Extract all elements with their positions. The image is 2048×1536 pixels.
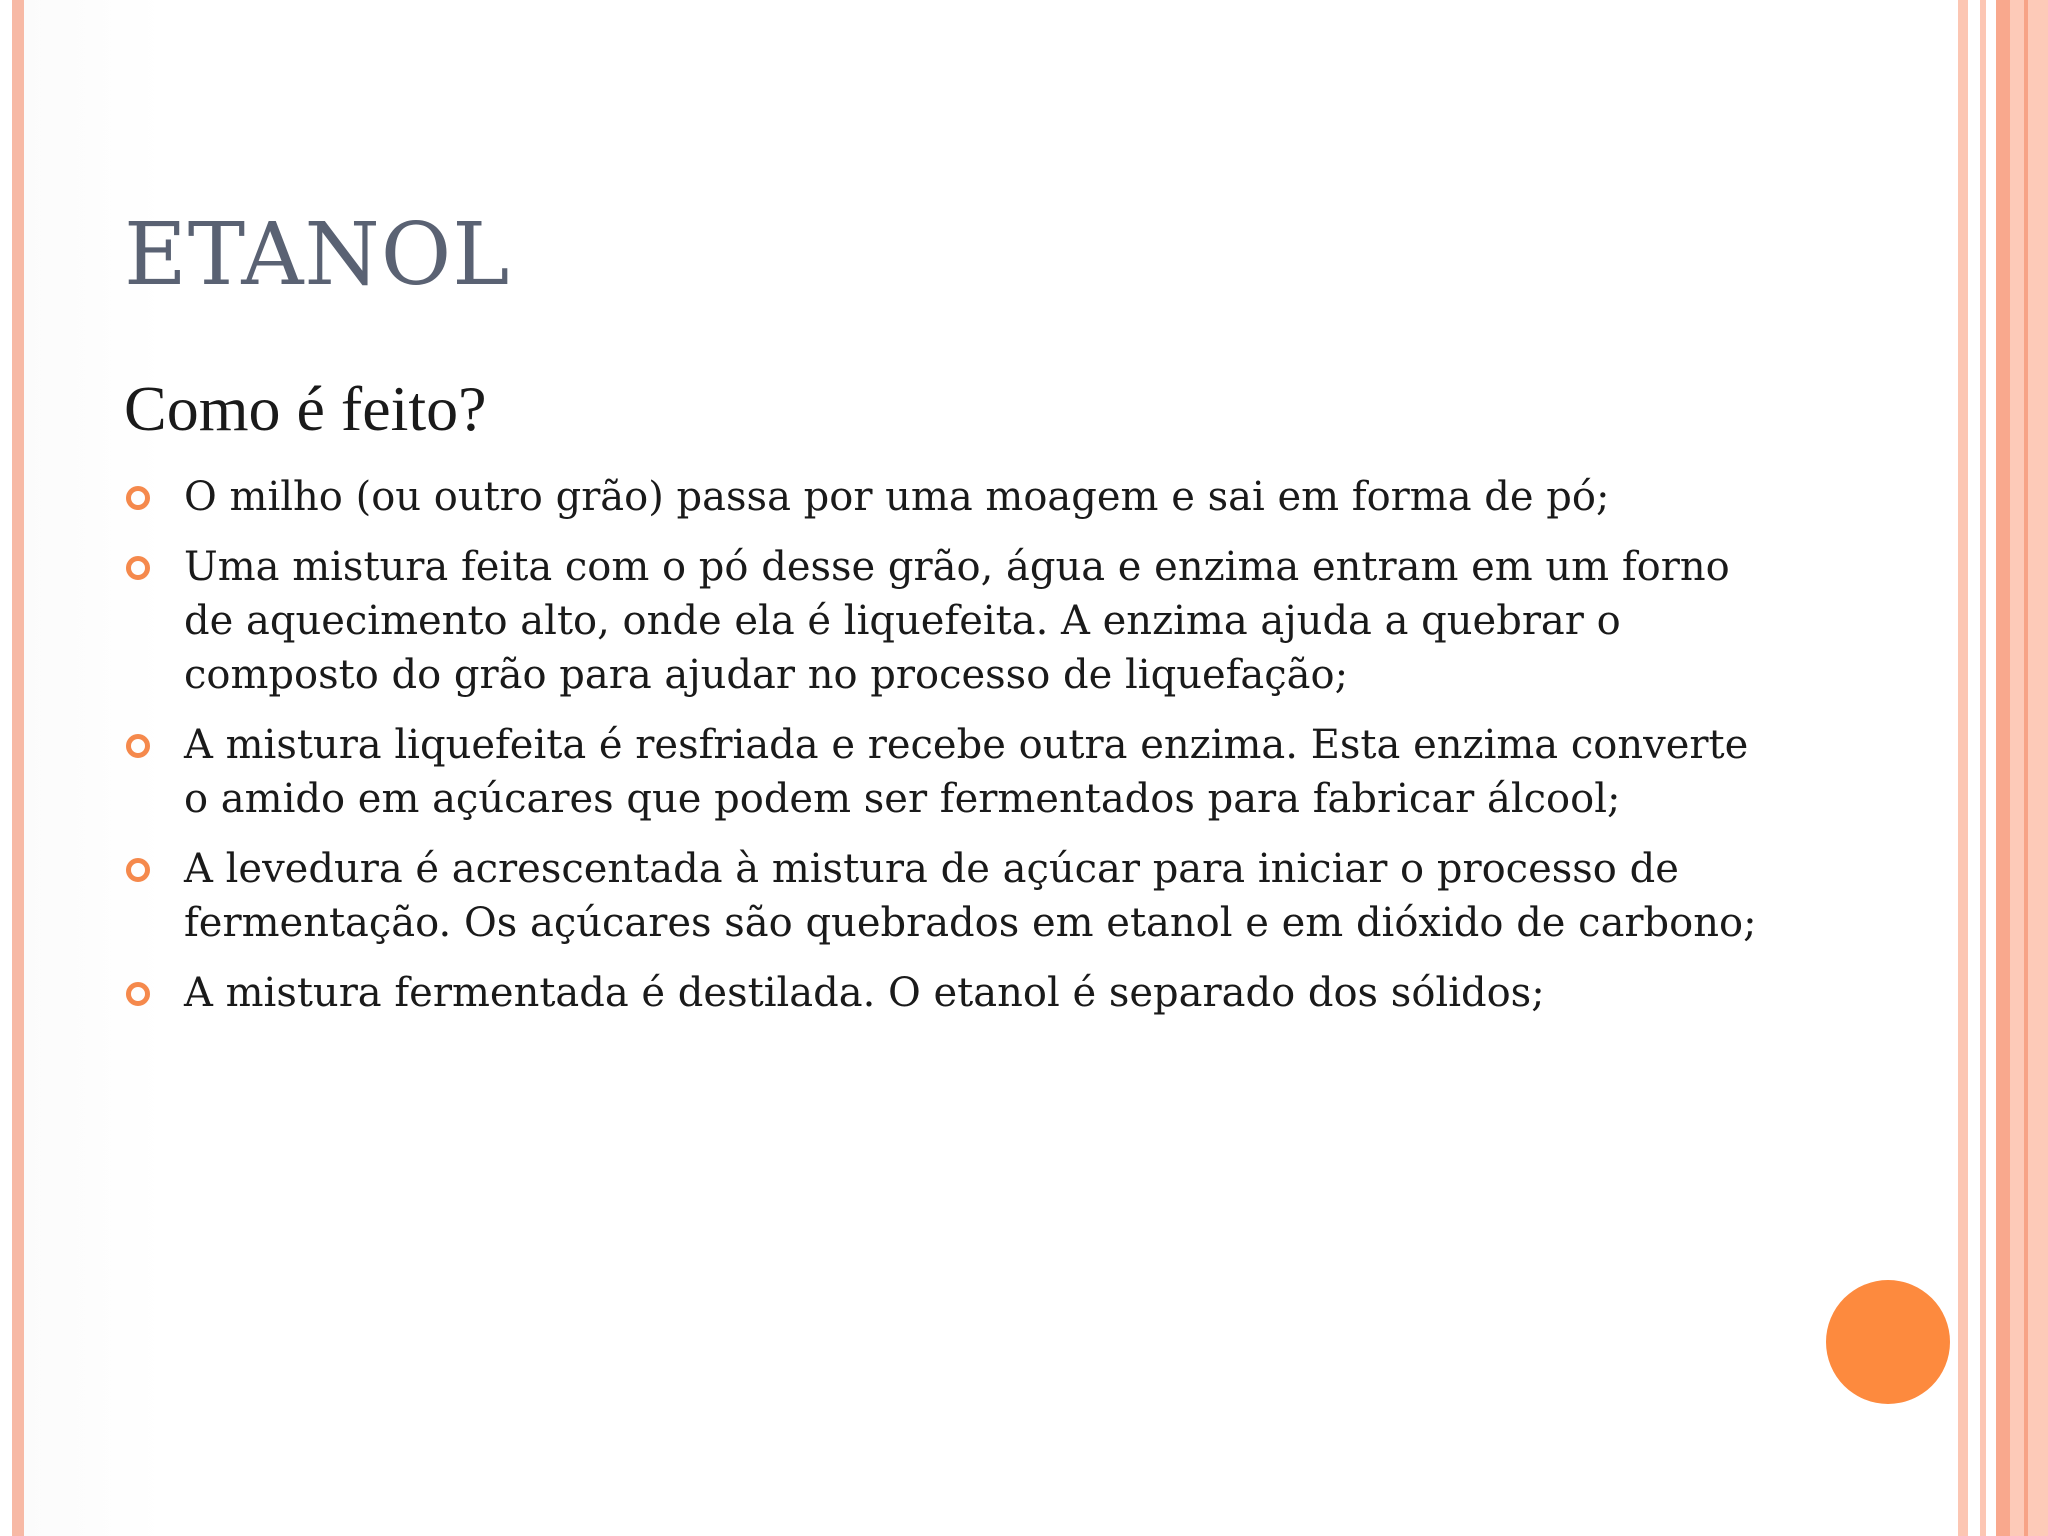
hollow-circle-bullet-icon bbox=[126, 982, 150, 1006]
bullet-item bbox=[124, 470, 1764, 524]
left-decorative-stripe bbox=[12, 0, 24, 1536]
right-stripe bbox=[1996, 0, 2010, 1536]
bullet-text: A mistura fermentada é destilada. O etanol é separado dos sólidos; bbox=[184, 970, 1545, 1016]
hollow-circle-bullet-icon bbox=[126, 858, 150, 882]
bullet-item bbox=[124, 540, 1764, 702]
slide-subtitle: Como é feito? bbox=[124, 373, 487, 444]
right-stripe bbox=[2010, 0, 2048, 1536]
hollow-circle-bullet-icon bbox=[126, 556, 150, 580]
right-stripe bbox=[2024, 0, 2028, 1536]
hollow-circle-bullet-icon bbox=[126, 734, 150, 758]
bullet-text: A levedura é acrescentada à mistura de açúcar para iniciar o processo de fermentação. Os açúcares são quebrados em etanol e em dióxido de carbono; bbox=[184, 846, 1757, 946]
slide-title: ETANOL bbox=[124, 205, 511, 305]
bullet-text: A mistura liquefeita é resfriada e recebe outra enzima. Esta enzima converte o amido em açúcares que podem ser fermentados para fabricar álcool; bbox=[184, 722, 1749, 822]
bullet-item bbox=[124, 842, 1764, 950]
right-stripe bbox=[1980, 0, 1986, 1536]
right-stripe bbox=[1958, 0, 1968, 1536]
hollow-circle-bullet-icon bbox=[126, 486, 150, 510]
bullet-item bbox=[124, 718, 1764, 826]
bullet-item bbox=[124, 966, 1764, 1020]
bullet-list bbox=[124, 470, 1764, 1036]
bullet-text: Uma mistura feita com o pó desse grão, água e enzima entram em um forno de aquecimento alto, onde ela é liquefeita. A enzima ajuda a quebrar o composto do grão para ajudar no processo de liquefação; bbox=[184, 544, 1730, 698]
bullet-text: O milho (ou outro grão) passa por uma moagem e sai em forma de pó; bbox=[184, 474, 1610, 520]
orange-circle-decoration bbox=[1826, 1280, 1950, 1404]
